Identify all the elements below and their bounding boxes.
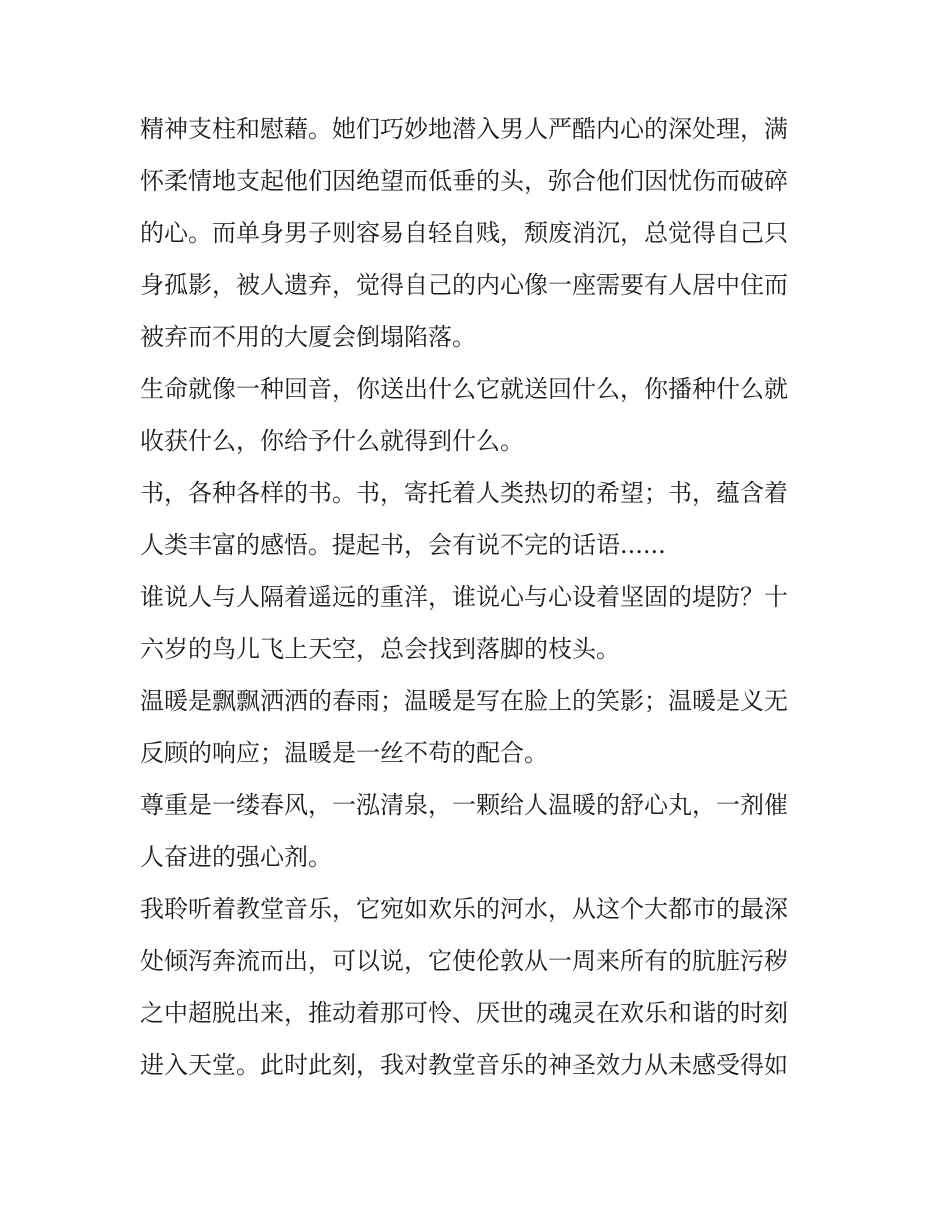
text-line: 反顾的响应；温暖是一丝不苟的配合。 — [140, 739, 548, 767]
text-line: 进入天堂。此时此刻，我对教堂音乐的神圣效力从未感受得如 — [140, 1051, 788, 1079]
text-line: 被弃而不用的大厦会倒塌陷落。 — [140, 323, 476, 351]
text-line: 身孤影，被人遗弃，觉得自己的内心像一座需要有人居中住而 — [140, 271, 788, 299]
text-line: 生命就像一种回音，你送出什么它就送回什么，你播种什么就 — [140, 375, 788, 403]
text-line: 之中超脱出来，推动着那可怜、厌世的魂灵在欢乐和谐的时刻 — [140, 999, 788, 1027]
text-line: 我聆听着教堂音乐，它宛如欢乐的河水，从这个大都市的最深 — [140, 895, 788, 923]
document-body — [140, 103, 820, 1091]
text-line: 怀柔情地支起他们因绝望而低垂的头，弥合他们因忧伤而破碎 — [140, 167, 788, 195]
text-line: 尊重是一缕春风，一泓清泉，一颗给人温暖的舒心丸，一剂催 — [140, 791, 788, 819]
text-line: 温暖是飘飘洒洒的春雨；温暖是写在脸上的笑影；温暖是义无 — [140, 687, 788, 715]
text-line: 六岁的鸟儿飞上天空，总会找到落脚的枝头。 — [140, 635, 620, 663]
paragraph-4 — [140, 571, 820, 675]
text-line: 收获什么，你给予什么就得到什么。 — [140, 427, 524, 455]
text-line: 的心。而单身男子则容易自轻自贱，颓废消沉，总觉得自己只 — [140, 219, 788, 247]
text-line: 谁说人与人隔着遥远的重洋，谁说心与心设着坚固的堤防？十 — [140, 583, 788, 611]
paragraph-6 — [140, 779, 820, 883]
text-line: 处倾泻奔流而出，可以说，它使伦敦从一周来所有的肮脏污秽 — [140, 947, 788, 975]
paragraph-1 — [140, 103, 820, 363]
paragraph-2 — [140, 363, 820, 467]
text-line: 人奋进的强心剂。 — [140, 843, 332, 871]
text-line: 书，各种各样的书。书，寄托着人类热切的希望；书，蕴含着 — [140, 479, 788, 507]
paragraph-7 — [140, 883, 820, 1091]
text-line: 人类丰富的感悟。提起书，会有说不完的话语...... — [140, 531, 666, 559]
paragraph-5 — [140, 675, 820, 779]
text-line: 精神支柱和慰藉。她们巧妙地潜入男人严酷内心的深处理，满 — [140, 115, 788, 143]
paragraph-3 — [140, 467, 820, 571]
